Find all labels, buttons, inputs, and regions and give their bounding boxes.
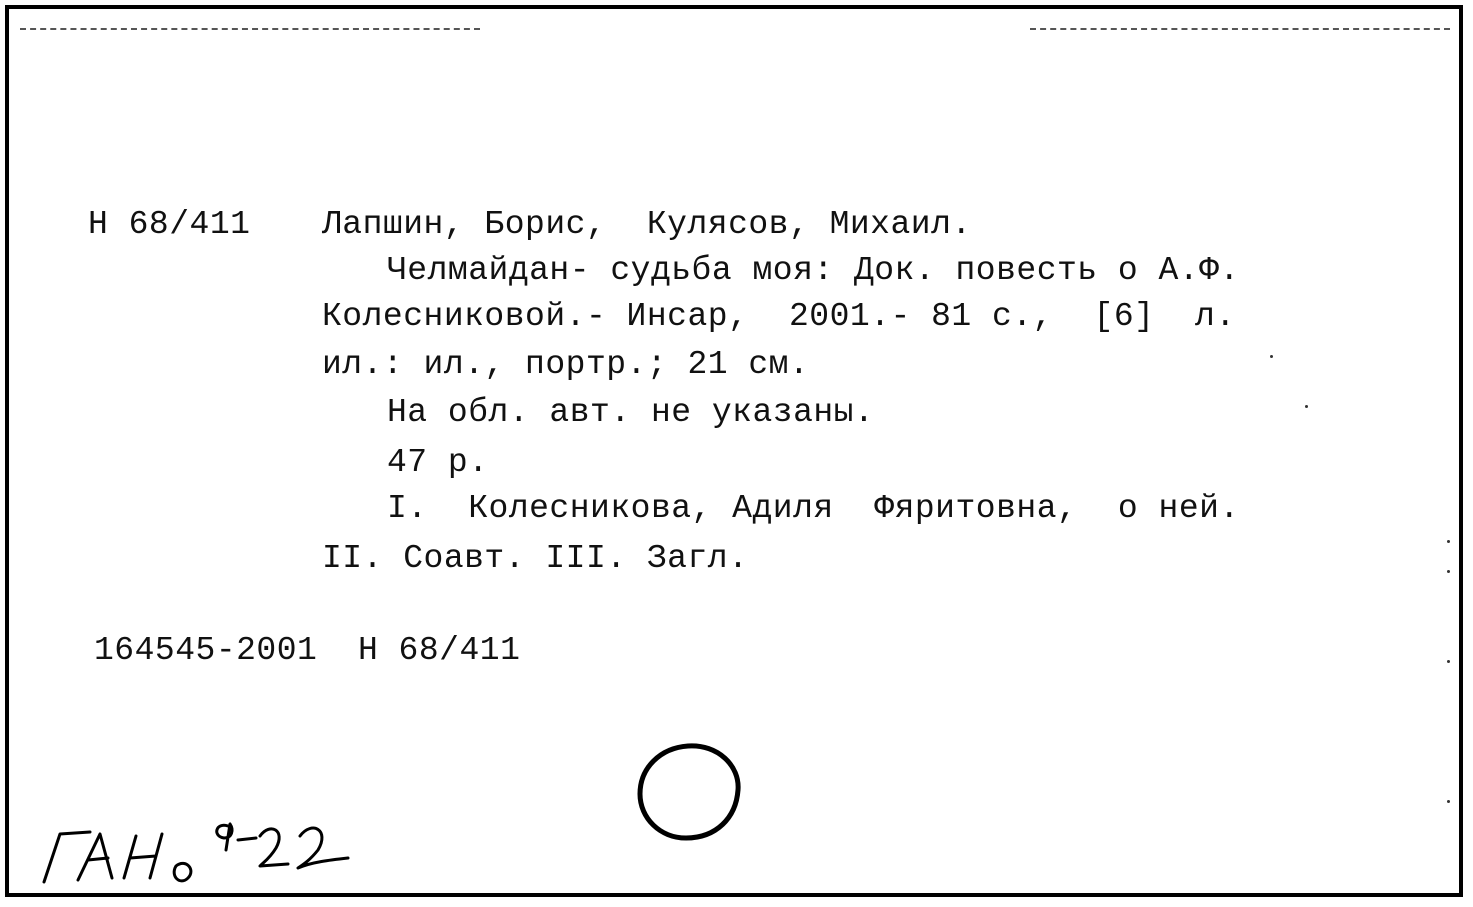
- handwritten-note: [20, 800, 380, 900]
- punch-hole: [628, 738, 748, 848]
- imprint-line-1: Колесниковой.- Инсар, 2001.- 81 с., [6] л.: [322, 298, 1236, 335]
- call-number: Н 68/411: [88, 206, 251, 243]
- price-line: 47 р.: [387, 444, 489, 481]
- right-edge-speck: [1270, 355, 1273, 358]
- right-edge-speck: [1305, 405, 1308, 408]
- note-line: На обл. авт. не указаны.: [387, 394, 875, 431]
- title-line: Челмайдан- судьба моя: Док. повесть о А.Ф.: [387, 252, 1240, 289]
- imprint-line-2: ил.: ил., портр.; 21 см.: [322, 346, 810, 383]
- right-edge-speck: [1447, 800, 1450, 803]
- right-edge-speck: [1447, 660, 1450, 663]
- author-line: Лапшин, Борис, Кулясов, Михаил.: [322, 206, 972, 243]
- right-edge-speck: [1447, 570, 1450, 573]
- subjects-line-1: I. Колесникова, Адиля Фяритовна, о ней.: [387, 490, 1240, 527]
- top-dashed-line-right: [1030, 28, 1450, 32]
- right-edge-speck: [1447, 540, 1450, 543]
- top-dashed-line-left: [20, 28, 480, 32]
- subjects-line-2: II. Соавт. III. Загл.: [322, 540, 749, 577]
- inventory-line: 164545-2001 Н 68/411: [94, 632, 521, 669]
